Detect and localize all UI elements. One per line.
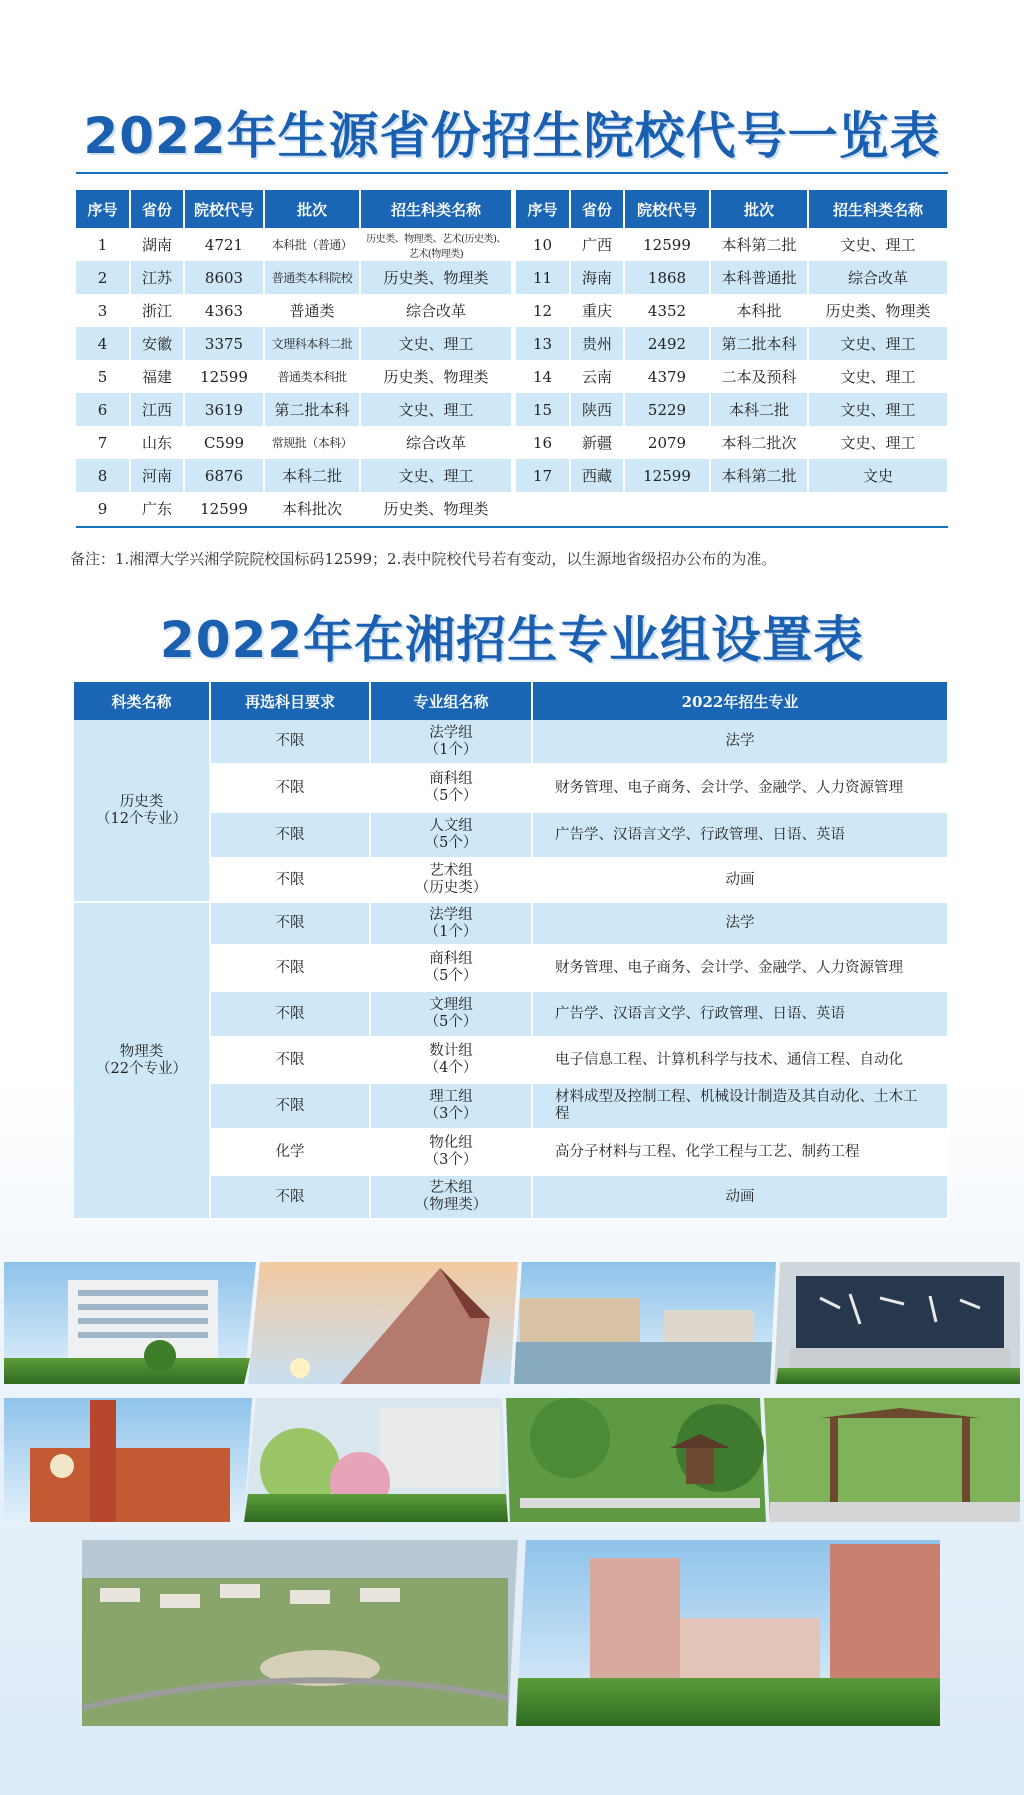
photo-aerial-campus bbox=[82, 1540, 518, 1726]
group-name: 数计组 bbox=[429, 1043, 473, 1059]
group-name: 文理组 bbox=[429, 997, 473, 1013]
cell-category: 历史类、物理类 bbox=[808, 294, 948, 327]
col-header-batch: 批次 bbox=[710, 190, 808, 228]
group-name: 法学组 bbox=[429, 906, 473, 923]
cell-province: 湖南 bbox=[130, 228, 184, 261]
group-name: 理工组 bbox=[429, 1089, 473, 1105]
table-row bbox=[76, 426, 512, 459]
group-count: （5个） bbox=[424, 968, 478, 984]
cell-group bbox=[370, 945, 532, 991]
cell-seq: 9 bbox=[76, 492, 130, 525]
cell-seq: 16 bbox=[516, 426, 570, 459]
table-row bbox=[76, 492, 512, 525]
cell-requirement: 不限 bbox=[210, 1175, 370, 1219]
photo-library-building bbox=[516, 1540, 940, 1726]
table-row bbox=[74, 902, 948, 945]
cell-category: 文史、理工 bbox=[808, 327, 948, 360]
cell-group bbox=[370, 1037, 532, 1083]
table-row bbox=[76, 360, 512, 393]
cell-category: 综合改革 bbox=[360, 294, 512, 327]
table-row bbox=[516, 426, 948, 459]
table-row bbox=[516, 261, 948, 294]
cell-batch: 本科批次 bbox=[264, 492, 360, 525]
cell-seq: 12 bbox=[516, 294, 570, 327]
cell-category: 文史、理工 bbox=[360, 459, 512, 492]
cell-category: 文史、理工 bbox=[808, 360, 948, 393]
cell-category: 文史、理工 bbox=[360, 327, 512, 360]
col-header-batch: 批次 bbox=[264, 190, 360, 228]
cell-requirement: 不限 bbox=[210, 902, 370, 945]
photo-pavilion-hill bbox=[506, 1398, 766, 1522]
cell-batch: 本科批 bbox=[710, 294, 808, 327]
cell-group bbox=[370, 902, 532, 945]
cell-code: 12599 bbox=[624, 228, 710, 261]
table-row bbox=[516, 459, 948, 492]
cell-requirement: 不限 bbox=[210, 764, 370, 812]
group-count: （3个） bbox=[424, 1106, 478, 1122]
cell-category: 文史、理工 bbox=[808, 228, 948, 261]
cell-group bbox=[370, 764, 532, 812]
table1-title: 2022年生源省份招生院校代号一览表 bbox=[83, 107, 941, 165]
cell-category: 文史、理工 bbox=[808, 426, 948, 459]
cell-requirement: 不限 bbox=[210, 991, 370, 1037]
group-name: 艺术组 bbox=[429, 1180, 473, 1196]
cell-batch: 文理科本科二批 bbox=[264, 327, 360, 360]
cell-province: 广东 bbox=[130, 492, 184, 525]
cell-majors: 动画 bbox=[532, 858, 948, 902]
cell-code: C599 bbox=[184, 426, 264, 459]
cell-majors: 材料成型及控制工程、机械设计制造及其自动化、土木工程 bbox=[532, 1083, 948, 1129]
cell-code: 4721 bbox=[184, 228, 264, 261]
cell-province: 云南 bbox=[570, 360, 624, 393]
group-name: 人文组 bbox=[429, 818, 473, 834]
cell-group bbox=[370, 720, 532, 764]
group-count: （1个） bbox=[424, 741, 478, 758]
table2-title: 2022年在湘招生专业组设置表 bbox=[159, 611, 865, 669]
cell-seq: 10 bbox=[516, 228, 570, 261]
category-physics bbox=[74, 902, 210, 1219]
cell-batch: 普通类本科批 bbox=[264, 360, 360, 393]
cell-seq: 5 bbox=[76, 360, 130, 393]
col-header-requirement: 再选科目要求 bbox=[210, 682, 370, 720]
cell-requirement: 不限 bbox=[210, 858, 370, 902]
table-row bbox=[76, 459, 512, 492]
cell-majors: 电子信息工程、计算机科学与技术、通信工程、自动化 bbox=[532, 1037, 948, 1083]
group-name: 艺术组 bbox=[429, 863, 473, 879]
cell-batch: 第二批本科 bbox=[710, 327, 808, 360]
cell-seq: 3 bbox=[76, 294, 130, 327]
cell-province: 河南 bbox=[130, 459, 184, 492]
cell-province: 福建 bbox=[130, 360, 184, 393]
cell-requirement: 不限 bbox=[210, 1083, 370, 1129]
col-header-seq: 序号 bbox=[76, 190, 130, 228]
cell-category: 历史类、物理类、艺术(历史类)、艺术(物理类) bbox=[360, 228, 512, 261]
cell-category: 综合改革 bbox=[808, 261, 948, 294]
cell-seq: 15 bbox=[516, 393, 570, 426]
cell-province: 安徽 bbox=[130, 327, 184, 360]
col-header-province: 省份 bbox=[130, 190, 184, 228]
cell-majors: 广告学、汉语言文学、行政管理、日语、英语 bbox=[532, 812, 948, 858]
cell-seq: 8 bbox=[76, 459, 130, 492]
cell-batch: 二本及预科 bbox=[710, 360, 808, 393]
cell-requirement: 不限 bbox=[210, 812, 370, 858]
cell-group bbox=[370, 1175, 532, 1219]
cell-category: 历史类、物理类 bbox=[360, 261, 512, 294]
cell-requirement: 化学 bbox=[210, 1129, 370, 1175]
cell-province: 江西 bbox=[130, 393, 184, 426]
collage-svg bbox=[0, 1258, 1024, 1738]
cell-category: 历史类、物理类 bbox=[360, 492, 512, 525]
cell-majors: 法学 bbox=[532, 720, 948, 764]
cell-code: 8603 bbox=[184, 261, 264, 294]
cell-requirement: 不限 bbox=[210, 945, 370, 991]
cell-code: 2492 bbox=[624, 327, 710, 360]
col-header-category: 招生科类名称 bbox=[808, 190, 948, 228]
cell-batch: 本科二批次 bbox=[710, 426, 808, 459]
group-count: （1个） bbox=[424, 923, 478, 940]
group-name: 商科组 bbox=[429, 951, 473, 967]
major-group-table bbox=[74, 682, 949, 1220]
cell-group bbox=[370, 1083, 532, 1129]
cell-province: 山东 bbox=[130, 426, 184, 459]
col-header-group: 专业组名称 bbox=[370, 682, 532, 720]
cell-seq: 17 bbox=[516, 459, 570, 492]
campus-photo-collage bbox=[0, 1258, 1024, 1738]
cell-seq: 7 bbox=[76, 426, 130, 459]
category-count: （22个专业） bbox=[96, 1060, 187, 1077]
table-row bbox=[516, 294, 948, 327]
cell-batch: 本科第二批 bbox=[710, 459, 808, 492]
cell-province: 江苏 bbox=[130, 261, 184, 294]
footnote: 备注：1.湘潭大学兴湘学院院校国标码12599；2.表中院校代号若有变动，以生源地省级招办公布的为准。 bbox=[70, 550, 777, 568]
photo-spring-trees bbox=[244, 1398, 508, 1522]
cell-code: 4363 bbox=[184, 294, 264, 327]
group-name: 法学组 bbox=[429, 724, 473, 741]
table-row bbox=[516, 327, 948, 360]
cell-batch: 本科二批 bbox=[264, 459, 360, 492]
group-name: 商科组 bbox=[429, 771, 473, 787]
cell-code: 6876 bbox=[184, 459, 264, 492]
photo-calligraphy-wall bbox=[774, 1262, 1020, 1384]
photo-office-building bbox=[4, 1262, 256, 1384]
col-header-province: 省份 bbox=[570, 190, 624, 228]
group-count: （5个） bbox=[424, 788, 478, 804]
photo-lake-view bbox=[514, 1262, 776, 1384]
cell-category: 文史、理工 bbox=[808, 393, 948, 426]
cell-seq: 6 bbox=[76, 393, 130, 426]
table-row bbox=[74, 720, 948, 764]
category-label: 物理类 bbox=[119, 1043, 164, 1060]
cell-batch: 普通类 bbox=[264, 294, 360, 327]
cell-province: 浙江 bbox=[130, 294, 184, 327]
cell-province: 贵州 bbox=[570, 327, 624, 360]
cell-batch: 本科第二批 bbox=[710, 228, 808, 261]
cell-requirement: 不限 bbox=[210, 1037, 370, 1083]
cell-code: 12599 bbox=[184, 360, 264, 393]
group-name: 物化组 bbox=[429, 1135, 473, 1151]
province-code-table-left bbox=[76, 190, 513, 525]
cell-batch: 本科普通批 bbox=[710, 261, 808, 294]
col-header-category: 招生科类名称 bbox=[360, 190, 512, 228]
group-count: （4个） bbox=[424, 1060, 478, 1076]
group-count: （历史类） bbox=[414, 880, 488, 896]
col-header-code: 院校代号 bbox=[624, 190, 710, 228]
group-count: （物理类） bbox=[414, 1197, 488, 1213]
col-header-code: 院校代号 bbox=[184, 190, 264, 228]
cell-province: 海南 bbox=[570, 261, 624, 294]
cell-batch: 本科二批 bbox=[710, 393, 808, 426]
table-row bbox=[76, 228, 512, 261]
cell-province: 西藏 bbox=[570, 459, 624, 492]
title1-underline bbox=[76, 172, 948, 174]
cell-province: 重庆 bbox=[570, 294, 624, 327]
cell-group bbox=[370, 991, 532, 1037]
cell-majors: 动画 bbox=[532, 1175, 948, 1219]
table-row bbox=[76, 327, 512, 360]
cell-group bbox=[370, 812, 532, 858]
table-row bbox=[76, 261, 512, 294]
table-row bbox=[516, 393, 948, 426]
cell-category: 文史、理工 bbox=[360, 393, 512, 426]
photo-wooden-gazebo bbox=[764, 1398, 1020, 1522]
cell-code: 12599 bbox=[624, 459, 710, 492]
cell-code: 3375 bbox=[184, 327, 264, 360]
category-history bbox=[74, 720, 210, 902]
cell-category: 历史类、物理类 bbox=[360, 360, 512, 393]
col-header-category: 科类名称 bbox=[74, 682, 210, 720]
cell-batch: 普通类本科院校 bbox=[264, 261, 360, 294]
cell-majors: 财务管理、电子商务、会计学、金融学、人力资源管理 bbox=[532, 945, 948, 991]
cell-seq: 11 bbox=[516, 261, 570, 294]
cell-batch: 常规批（本科） bbox=[264, 426, 360, 459]
cell-group bbox=[370, 858, 532, 902]
cell-group bbox=[370, 1129, 532, 1175]
cell-code: 1868 bbox=[624, 261, 710, 294]
group-count: （5个） bbox=[424, 835, 478, 851]
cell-code: 4379 bbox=[624, 360, 710, 393]
group-count: （5个） bbox=[424, 1014, 478, 1030]
cell-code: 12599 bbox=[184, 492, 264, 525]
photo-red-tower bbox=[4, 1398, 252, 1522]
cell-batch: 第二批本科 bbox=[264, 393, 360, 426]
table-row bbox=[76, 294, 512, 327]
cell-seq: 2 bbox=[76, 261, 130, 294]
col-header-seq: 序号 bbox=[516, 190, 570, 228]
cell-majors: 法学 bbox=[532, 902, 948, 945]
table-row bbox=[516, 360, 948, 393]
cell-seq: 14 bbox=[516, 360, 570, 393]
photo-sunset-building bbox=[248, 1262, 518, 1384]
col-header-majors: 2022年招生专业 bbox=[532, 682, 948, 720]
cell-province: 陕西 bbox=[570, 393, 624, 426]
table-row bbox=[516, 228, 948, 261]
category-label: 历史类 bbox=[119, 793, 164, 810]
cell-seq: 1 bbox=[76, 228, 130, 261]
cell-code: 4352 bbox=[624, 294, 710, 327]
cell-code: 2079 bbox=[624, 426, 710, 459]
cell-code: 5229 bbox=[624, 393, 710, 426]
cell-requirement: 不限 bbox=[210, 720, 370, 764]
cell-majors: 高分子材料与工程、化学工程与工艺、制药工程 bbox=[532, 1129, 948, 1175]
province-code-table-right bbox=[516, 190, 949, 492]
cell-seq: 13 bbox=[516, 327, 570, 360]
cell-province: 新疆 bbox=[570, 426, 624, 459]
cell-majors: 广告学、汉语言文学、行政管理、日语、英语 bbox=[532, 991, 948, 1037]
cell-province: 广西 bbox=[570, 228, 624, 261]
table-row bbox=[76, 393, 512, 426]
cell-code: 3619 bbox=[184, 393, 264, 426]
cell-seq: 4 bbox=[76, 327, 130, 360]
group-count: （3个） bbox=[424, 1152, 478, 1168]
cell-batch: 本科批（普通） bbox=[264, 228, 360, 261]
cell-category: 综合改革 bbox=[360, 426, 512, 459]
cell-majors: 财务管理、电子商务、会计学、金融学、人力资源管理 bbox=[532, 764, 948, 812]
table1-bottom-rule bbox=[76, 526, 948, 528]
category-count: （12个专业） bbox=[96, 810, 187, 827]
cell-category: 文史 bbox=[808, 459, 948, 492]
